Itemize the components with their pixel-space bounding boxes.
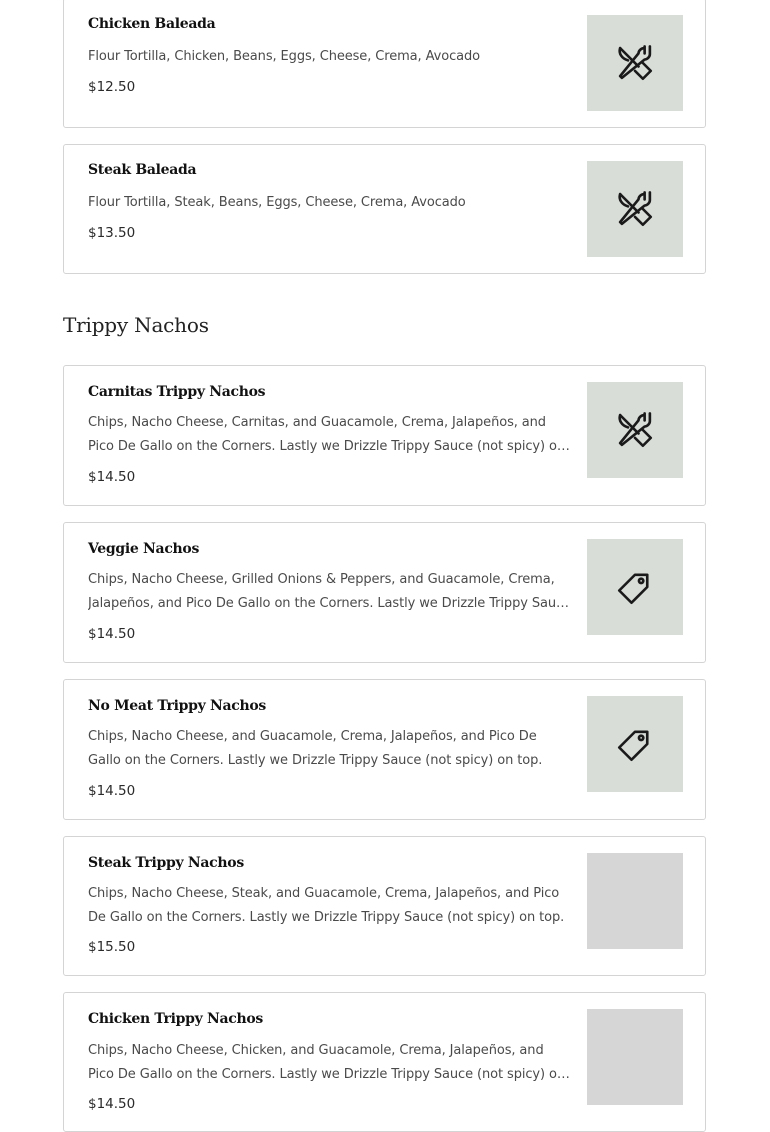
menu-item-card[interactable] bbox=[63, 0, 706, 128]
section-title: Trippy Nachos bbox=[63, 313, 209, 337]
menu-item-price: $14.50 bbox=[88, 783, 136, 799]
menu-item-name: Chicken Trippy Nachos bbox=[88, 1011, 263, 1027]
menu-item-price: $13.50 bbox=[88, 225, 136, 241]
menu-item-name: Veggie Nachos bbox=[88, 541, 200, 557]
menu-item-price: $12.50 bbox=[88, 79, 136, 95]
menu-item-image-placeholder[interactable] bbox=[587, 853, 683, 949]
utensils-icon bbox=[614, 409, 656, 451]
menu-item-description: Flour Tortilla, Steak, Beans, Eggs, Cheese, Crema, Avocado bbox=[88, 195, 466, 210]
menu-item-image-placeholder[interactable] bbox=[587, 1009, 683, 1105]
menu-item-card[interactable] bbox=[63, 144, 706, 274]
menu-item-price: $14.50 bbox=[88, 1096, 136, 1112]
menu-item-price: $14.50 bbox=[88, 626, 136, 642]
menu-item-card[interactable] bbox=[63, 992, 706, 1132]
menu-item-name: Carnitas Trippy Nachos bbox=[88, 384, 266, 400]
menu-item-card[interactable] bbox=[63, 679, 706, 820]
menu-item-price: $14.50 bbox=[88, 469, 136, 485]
menu-item-image[interactable] bbox=[587, 161, 683, 257]
menu-item-description: Chips, Nacho Cheese, and Guacamole, Crema, Jalapeños, and Pico De Gallo on the Corners. Lastly we Drizzle Trippy Sauce (not spicy) on top. bbox=[88, 729, 543, 768]
menu-item-card[interactable] bbox=[63, 522, 706, 663]
tag-icon bbox=[614, 723, 656, 765]
menu-item-image[interactable] bbox=[587, 696, 683, 792]
menu-item-description: Flour Tortilla, Chicken, Beans, Eggs, Cheese, Crema, Avocado bbox=[88, 49, 480, 64]
menu-item-image[interactable] bbox=[587, 539, 683, 635]
utensils-icon bbox=[614, 188, 656, 230]
menu-item-name: Steak Trippy Nachos bbox=[88, 855, 244, 871]
menu-item-name: Steak Baleada bbox=[88, 162, 197, 178]
menu-item-card[interactable] bbox=[63, 836, 706, 976]
menu-item-description: Chips, Nacho Cheese, Grilled Onions & Peppers, and Guacamole, Crema, Jalapeños, and Pico De Gallo on the Corners. Lastly we Drizzle Trippy Sauce bbox=[88, 572, 571, 611]
menu-item-description: Chips, Nacho Cheese, Chicken, and Guacamole, Crema, Jalapeños, and Pico De Gallo on the Corners. Lastly we Drizzle Trippy Sauce (not spicy) on bbox=[88, 1043, 566, 1082]
utensils-icon bbox=[614, 42, 656, 84]
menu-item-card[interactable] bbox=[63, 365, 706, 506]
menu-item-price: $15.50 bbox=[88, 939, 136, 955]
tag-icon bbox=[614, 566, 656, 608]
menu-item-image[interactable] bbox=[587, 382, 683, 478]
menu-item-description: Chips, Nacho Cheese, Steak, and Guacamole, Crema, Jalapeños, and Pico De Gallo on the Corners. Lastly we Drizzle Trippy Sauce (not spicy) on top. bbox=[88, 886, 565, 925]
menu-item-name: No Meat Trippy Nachos bbox=[88, 698, 266, 714]
menu-item-description: Chips, Nacho Cheese, Carnitas, and Guacamole, Crema, Jalapeños, and Pico De Gallo on the Corners. Lastly we Drizzle Trippy Sauce (not spicy) on bbox=[88, 415, 566, 454]
menu-item-name: Chicken Baleada bbox=[88, 16, 216, 32]
menu-item-image[interactable] bbox=[587, 15, 683, 111]
